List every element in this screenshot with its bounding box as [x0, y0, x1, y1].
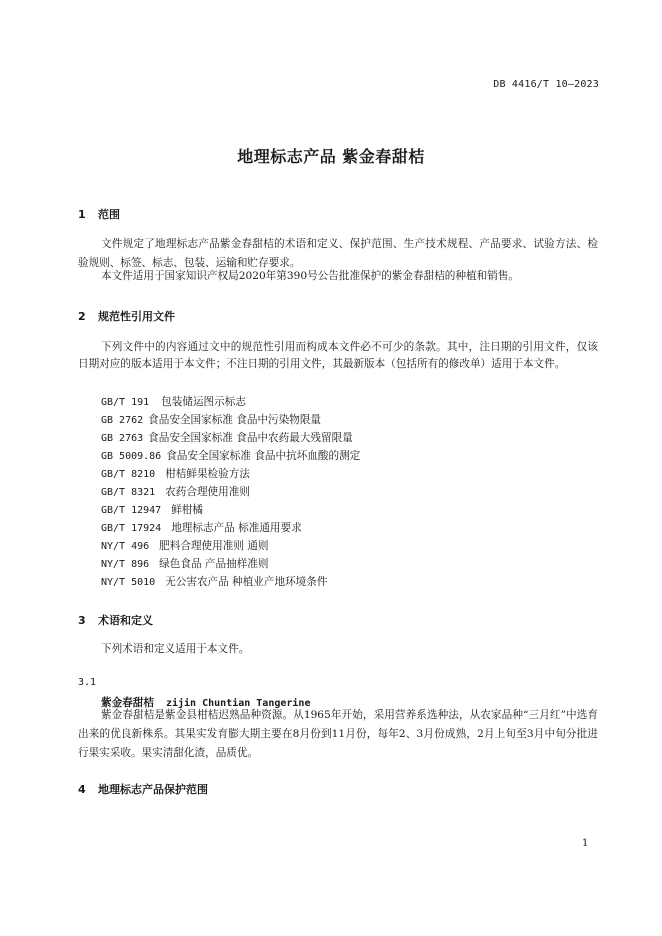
reference-item — [101, 484, 250, 499]
section-number: 3 — [78, 614, 86, 627]
page-number: 1 — [582, 838, 589, 849]
reference-item — [101, 538, 268, 553]
section-heading-terms — [78, 612, 153, 628]
section-title: 地理标志产品保护范围 — [98, 783, 208, 796]
reference-title: 地理标志产品 标准通用要求 — [171, 522, 302, 534]
standard-code: DB 4416/T 10—2023 — [493, 79, 599, 90]
reference-code: GB/T 8210 — [101, 469, 156, 480]
reference-code: NY/T 5010 — [101, 577, 156, 588]
section-title: 范围 — [98, 208, 120, 221]
reference-title: 食品安全国家标准 食品中农药最大残留限量 — [148, 432, 353, 444]
section-heading-protection-range — [78, 781, 208, 797]
reference-code: GB/T 12947 — [101, 505, 162, 516]
scope-paragraph-1: 文件规定了地理标志产品紫金春甜桔的术语和定义、保护范围、生产技术规程、产品要求、试验方法、检验规则、标签、标志、包装、运输和贮存要求。 — [78, 238, 598, 269]
reference-title: 农药合理使用准则 — [165, 486, 250, 498]
reference-code: GB/T 17924 — [101, 523, 162, 534]
section-title: 术语和定义 — [98, 614, 153, 627]
section-heading-normative-references — [78, 308, 175, 324]
reference-title: 食品安全国家标准 食品中抗坏血酸的测定 — [166, 450, 361, 462]
clause-number: 3.1 — [78, 677, 97, 688]
terms-intro: 下列术语和定义适用于本文件。 — [101, 643, 250, 655]
document-title: 地理标志产品 紫金春甜桔 — [237, 147, 425, 166]
reference-item — [101, 502, 203, 517]
section-number: 4 — [78, 783, 86, 796]
reference-item — [101, 556, 268, 571]
reference-item — [101, 448, 360, 463]
reference-code: GB/T 8321 — [101, 487, 156, 498]
term-definition: 紫金春甜桔是紫金县柑桔迟熟品种资源。从1965年开始，采用营养系选种法，从农家品种“三月红”中选育出来的优良新株系。其果实发育膨大期主要在8月份到11月份，每年2、3月份成熟，2月上旬至3月中旬分批进行果实采收。果实清甜化渣，品质优。 — [78, 709, 598, 759]
reference-item — [101, 520, 302, 535]
reference-item — [101, 394, 246, 409]
reference-item — [101, 466, 250, 481]
reference-item — [101, 430, 353, 445]
reference-title: 包装储运图示标志 — [161, 396, 246, 408]
reference-item — [101, 574, 327, 589]
reference-code: GB 2763 — [101, 433, 144, 444]
reference-title: 无公害农产品 种植业产地环境条件 — [165, 576, 328, 588]
section-number: 1 — [78, 208, 86, 221]
section-heading-scope — [78, 206, 120, 222]
term-chinese: 紫金春甜桔 — [101, 697, 154, 709]
reference-title: 鲜柑橘 — [171, 504, 203, 516]
reference-code: GB/T 191 — [101, 397, 150, 408]
section-number: 2 — [78, 310, 86, 323]
reference-title: 绿色食品 产品抽样准则 — [159, 558, 269, 570]
reference-title: 柑桔鲜果检验方法 — [165, 468, 250, 480]
term-english: zijin Chuntian Tangerine — [165, 698, 311, 709]
scope-paragraph-2: 本文件适用于国家知识产权局2020年第390号公告批准保护的紫金春甜桔的种植和销售。 — [101, 270, 519, 282]
reference-code: NY/T 896 — [101, 559, 150, 570]
section-title: 规范性引用文件 — [98, 310, 175, 323]
reference-title: 肥料合理使用准则 通则 — [159, 540, 269, 552]
normative-references-intro: 下列文件中的内容通过文中的规范性引用而构成本文件必不可少的条款。其中，注日期的引用文件，仅该日期对应的版本适用于本文件；不注日期的引用文件，其最新版本（包括所有的修改单）适用于本文件。 — [78, 341, 598, 370]
reference-code: GB 5009.86 — [101, 451, 162, 462]
reference-code: NY/T 496 — [101, 541, 150, 552]
reference-code: GB 2762 — [101, 415, 144, 426]
reference-title: 食品安全国家标准 食品中污染物限量 — [148, 414, 322, 426]
reference-item — [101, 412, 321, 427]
